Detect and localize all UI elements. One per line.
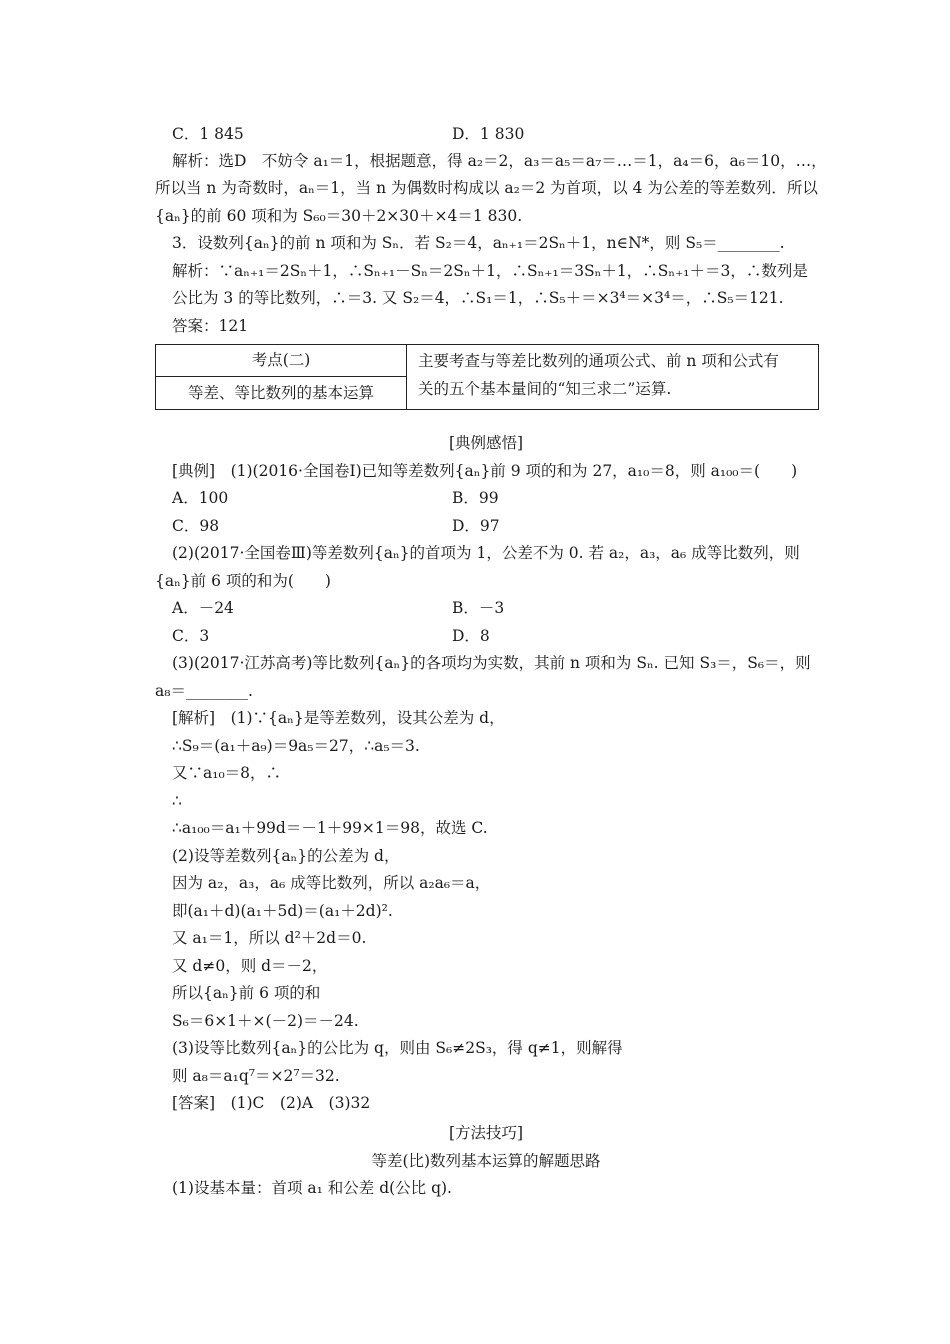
example-2-option-b: B．－3 (452, 599, 505, 617)
solution-2-line-1: 解析：选D 不妨令 a₁＝1，根据题意，得 a₂＝2，a₃＝a₅＝a₇＝…＝1，a₄＝6，a₆＝10，…， (172, 152, 827, 170)
analysis-line: 即(a₁＋d)(a₁＋5d)＝(a₁＋2d)². (172, 902, 393, 920)
solution-3-line-2: 公比为 3 的等比数列，∴＝3. 又 S₂＝4，∴S₁＝1，∴S₅＋＝×3⁴＝×3⁴＝，∴S₅＝121. (172, 289, 784, 307)
topic-table (155, 344, 819, 410)
method-tip-1: (1)设基本量：首项 a₁ 和公差 d(公比 q). (172, 1179, 452, 1197)
analysis-line: S₆＝6×1＋×(－2)＝－24. (172, 1012, 359, 1030)
example-problem-1: [典例] (1)(2016·全国卷Ⅰ)已知等差数列{aₙ}前 9 项的和为 27，a₁₀＝8，则 a₁₀₀＝( ) (172, 462, 798, 480)
analysis-line: ∴a₁₀₀＝a₁＋99d＝－1＋99×1＝98，故选 C. (172, 819, 488, 837)
section-subtitle-methods: 等差(比)数列基本运算的解题思路 (371, 1152, 601, 1170)
option-c-prev: C．1 845 (172, 125, 244, 143)
example-1-option-a: A．100 (172, 489, 229, 507)
solution-2-line-2: 所以当 n 为奇数时，aₙ＝1，当 n 为偶数时构成以 a₂＝2 为首项，以 4 为公差的等差数列．所以 (155, 179, 818, 197)
answer-3: 答案：121 (172, 317, 249, 335)
analysis-line: 又 a₁＝1，所以 d²＋2d＝0. (172, 929, 367, 947)
example-problem-2-line-2: {aₙ}前 6 项的和为( ) (155, 572, 331, 590)
analysis-line: 又 d≠0，则 d＝－2， (172, 957, 328, 975)
section-title-methods: [方法技巧] (448, 1124, 524, 1142)
example-2-option-a: A．－24 (172, 599, 234, 617)
example-2-option-d: D．8 (452, 627, 490, 645)
topic-table-left (156, 345, 407, 409)
example-1-option-c: C．98 (172, 517, 220, 535)
topic-description-line-2: 关的五个基本量间的“知三求二”运算. (418, 380, 672, 398)
analysis-line: 所以{aₙ}前 6 项的和 (172, 984, 321, 1002)
topic-title: 等差、等比数列的基本运算 (187, 384, 374, 402)
answer-line: [答案] (1)C (2)A (3)32 (172, 1094, 371, 1112)
example-2-option-c: C．3 (172, 627, 210, 645)
analysis-line: ∴ (172, 792, 182, 810)
solution-2-line-3: {aₙ}的前 60 项和为 S₆₀＝30＋2×30＋×4＝1 830. (155, 207, 523, 225)
analysis-line: [解析] (1)∵{aₙ}是等差数列，设其公差为 d， (172, 709, 505, 727)
topic-description-line-1: 主要考查与等差比数列的通项公式、前 n 项和公式有 (418, 352, 779, 370)
example-problem-2-line-1: (2)(2017·全国卷Ⅲ)等差数列{aₙ}的首项为 1，公差不为 0. 若 a₂，a₃，a₆ 成等比数列，则 (172, 544, 800, 562)
topic-number: 考点(二) (156, 345, 406, 377)
analysis-line: (2)设等差数列{aₙ}的公差为 d， (172, 847, 400, 865)
analysis-line: (3)设等比数列{aₙ}的公比为 q，则由 S₆≠2S₃，得 q≠1，则解得 (172, 1039, 623, 1057)
analysis-line: 则 a₈＝a₁q⁷＝×2⁷＝32. (172, 1067, 340, 1085)
option-d-prev: D．1 830 (452, 125, 525, 143)
example-problem-3-line-2: a₈＝________. (155, 682, 253, 700)
analysis-line: ∴S₉＝(a₁＋a₉)＝9a₅＝27，∴a₅＝3. (172, 737, 420, 755)
example-1-option-b: B．99 (452, 489, 499, 507)
solution-3-line-1: 解析：∵aₙ₊₁＝2Sₙ＋1，∴Sₙ₊₁－Sₙ＝2Sₙ＋1，∴Sₙ₊₁＝3Sₙ＋1，∴Sₙ₊₁＋＝3，∴数列是 (172, 262, 808, 280)
topic-description (418, 347, 813, 403)
example-problem-3-line-1: (3)(2017·江苏高考)等比数列{aₙ}的各项均为实数，其前 n 项和为 Sₙ. 已知 S₃＝，S₆＝，则 (172, 654, 811, 672)
analysis-line: 因为 a₂，a₃，a₆ 成等比数列，所以 a₂a₆＝a， (172, 874, 491, 892)
example-1-option-d: D．97 (452, 517, 500, 535)
analysis-line: 又∵a₁₀＝8，∴ (172, 764, 282, 782)
question-3: 3．设数列{aₙ}的前 n 项和为 Sₙ．若 S₂＝4，aₙ₊₁＝2Sₙ＋1，n∈N*，则 S₅＝________. (172, 234, 785, 252)
section-title-examples: [典例感悟] (448, 434, 524, 452)
